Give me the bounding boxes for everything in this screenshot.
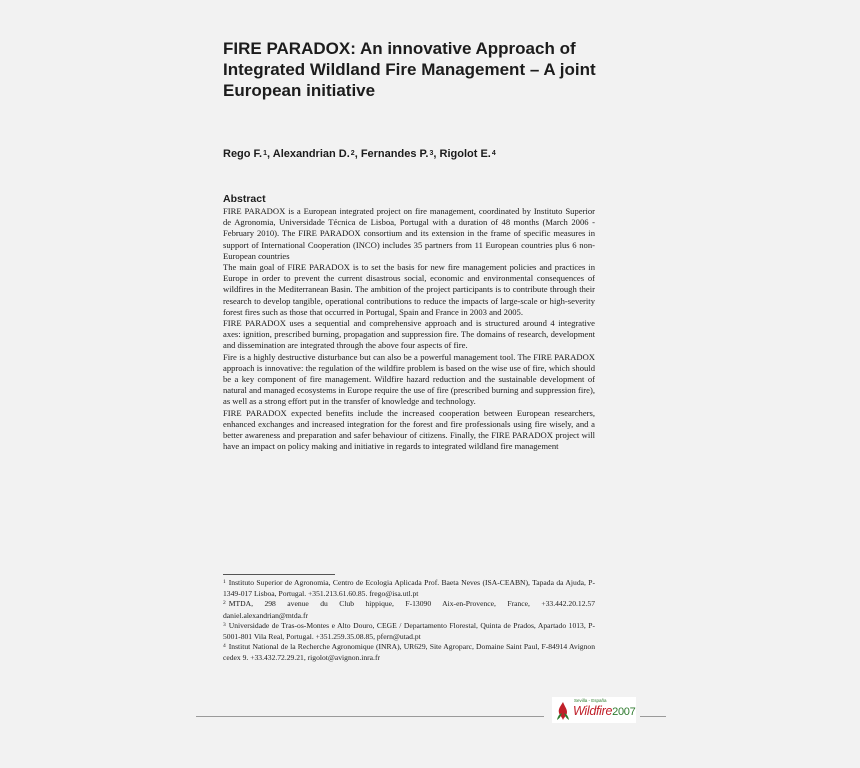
author-name: Fernandes P.: [360, 148, 429, 160]
footnote-text: Universidade de Tras-os-Montes e Alto Douro, CEGE / Departamento Florestal, Quinta de Prados, Apartado 1013, P-5001-801 Vila Real, Portugal. +351.259.35.08.85, pfern@utad.pt: [223, 620, 595, 642]
abstract-heading: Abstract: [223, 193, 266, 205]
paper-title: FIRE PARADOX: An innovative Approach of Integrated Wildland Fire Management – A joint European initiative: [223, 39, 596, 100]
footer-rule: [196, 716, 544, 717]
footnote: [223, 578, 595, 599]
flame-icon: [555, 701, 571, 721]
footnotes: [223, 578, 595, 664]
author-name: Rego F.: [223, 148, 263, 160]
footnote-mark: 3: [223, 621, 226, 628]
author-affiliation-mark: 1: [263, 150, 268, 157]
abstract-body: [223, 206, 595, 452]
footnote: [223, 599, 595, 620]
footnote-mark: 4: [223, 643, 226, 650]
wildfire-2007-logo: [552, 697, 636, 723]
footnote-text: Instituto Superior de Agronomia, Centro de Ecologia Aplicada Prof. Baeta Neves (ISA-CEABN), Tapada da Ajuda, P-1349-017 Lisboa, Portugal. +351.213.61.60.85. frego@isa.utl.pt: [223, 578, 595, 599]
abstract-paragraph: FIRE PARADOX is a European integrated project on fire management, coordinated by Instituto Superior de Agronomia, Universidade Técnica de Lisboa, Portugal with a duration of 48 months (March 2006 - February 2010). The FIRE PARADOX consortium and its extension in the frame of specific measures in support of International Cooperation (INCO) includes 35 partners from 11 European countries plus 6 non-European countries: [223, 206, 595, 261]
logo-year: 2007: [612, 706, 636, 718]
footer-rule: [640, 716, 666, 717]
footnote: [223, 642, 595, 663]
logo-location-text: Sevilla - España: [574, 698, 607, 703]
footnote: [223, 621, 595, 642]
logo-brand-text: Wildfire2007: [573, 704, 636, 718]
footnote-mark: 1: [223, 579, 226, 585]
abstract-paragraph: FIRE PARADOX expected benefits include the increased cooperation between European researchers, enhanced exchanges and increased integration for the forest and fire professionals using fire wisely, and a better awareness and preparation and safer behaviour of citizens. Finally, the FIRE PARADOX project will have an impact on policy making and initiative in regards to integrated wildland fire management: [223, 407, 595, 452]
author-list: Rego F.$^1$, Alexandrian D.$^2$, Fernandes P.$^3$, Rigolot E.$^4$: [223, 148, 496, 160]
author-affiliation-mark: 3: [429, 150, 434, 157]
abstract-paragraph: The main goal of FIRE PARADOX is to set the basis for new fire management policies and practices in Europe in order to prevent the current disastrous social, economic and environmental consequences of wildfires in the Mediterranean Basin. The ambition of the project participants is to contribute through their research to develop tangible, operational contributions to reduce the impacts of large-scale or high-severity forest fires such as those that occurred in Portugal, Spain and France in 2003 and 2005.: [223, 262, 595, 317]
footnote-text: Institut National de la Recherche Agronomique (INRA), UR629, Site Agroparc, Domaine Saint Paul, F-84914 Avignon cedex 9. +33.432.72.29.21, rigolot@avignon.inra.fr: [223, 642, 595, 663]
footnote-separator: [223, 574, 335, 575]
author-affiliation-mark: 2: [350, 150, 355, 157]
author-affiliation-mark: 4: [491, 150, 496, 157]
footnote-text: MTDA, 298 avenue du Club hippique, F-13090 Aix-en-Provence, France, +33.442.20.12.57 daniel.alexandrian@mtda.fr: [223, 599, 595, 620]
footnote-mark: 2: [223, 600, 226, 607]
abstract-paragraph: Fire is a highly destructive disturbance but can also be a powerful management tool. The FIRE PARADOX approach is innovative: the regulation of the wildfire problem is based on the wise use of fire, which should be a key component of fire management. Wildfire hazard reduction and the sustainable development of natural and managed ecosystems in Europe require the use of fire (prescribed burning and suppression fire), as well as a strong effort put in the transfer of knowledge and technology.: [223, 351, 595, 407]
author-name: Alexandrian D.: [272, 148, 350, 160]
author-name: Rigolot E.: [439, 148, 491, 160]
abstract-paragraph: FIRE PARADOX uses a sequential and comprehensive approach and is structured around 4 integrative axes: ignition, prescribed burning, propagation and suppression fire. The domains of research, development and dissemination are integrated through the above four aspects of fire.: [223, 318, 595, 351]
